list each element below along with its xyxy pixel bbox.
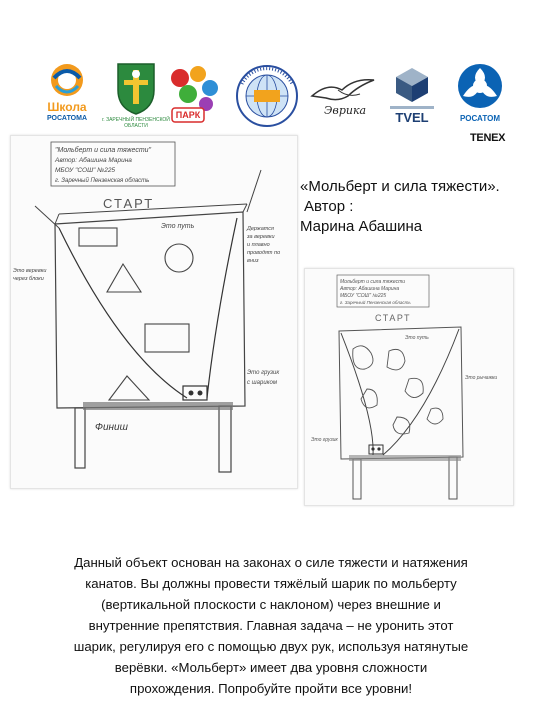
- shkola-label: Школа: [47, 100, 87, 114]
- sketch1-ball-note: с шариком: [247, 380, 277, 386]
- evrika-park-logo: [166, 64, 222, 126]
- description-line: прохождения. Попробуйте пройти все уровни!: [129, 681, 413, 696]
- tvel-logo: [384, 64, 440, 128]
- sketch1-rope-note: вниз: [247, 258, 259, 264]
- description-line: Данный объект основан на законах о силе тяжести и натяжения: [74, 555, 468, 570]
- tenex-label: TENEX: [470, 132, 506, 144]
- author-label: Автор :: [304, 198, 354, 215]
- shkola-rosatoma-logo: [38, 60, 96, 130]
- sketch1-rope-note: Держатся: [247, 226, 274, 232]
- title-block: [300, 177, 540, 237]
- rosatom-logo: [450, 60, 510, 132]
- sketch2-note: Это путь: [405, 335, 429, 341]
- description-line: (вертикальной плоскости с наклоном) через внешние и: [101, 597, 441, 612]
- sketch2-header-line: МБОУ "СОШ" №225: [340, 293, 387, 299]
- project-title: «Мольберт и сила тяжести».: [300, 178, 500, 195]
- sketch1-ball-note: Это грузик: [247, 370, 280, 376]
- zarechny-caption: г. ЗАРЕЧНЫЙ ПЕНЗЕНСКОЙ ОБЛАСТИ: [102, 117, 170, 129]
- description-line: канатов. Вы должны провести тяжёлый шарик по мольберту: [85, 576, 457, 591]
- sketch2-note: Это рычажки: [465, 375, 498, 381]
- sketch2-header-line: Мольберт и сила тяжести: [340, 279, 406, 285]
- description-paragraph: [26, 552, 516, 699]
- bird-icon: [308, 76, 378, 106]
- tenex-logo: [470, 132, 526, 148]
- logo-strip: [0, 50, 540, 144]
- easel-sketch-second: [304, 268, 514, 506]
- rosatoma-label: РОСАТОМА: [46, 115, 88, 122]
- description-line: внутренние препятствия. Главная задача – не уронить этот: [88, 618, 454, 633]
- sketch1-rope-note: и плавно: [247, 242, 270, 248]
- coat-of-arms-icon: [108, 60, 164, 116]
- sketch1-header-line: г. Заречный Пензенская область: [55, 178, 150, 184]
- sketch1-header-line: Автор: Абашина Марина: [55, 157, 132, 164]
- sketch2-start-label: СТАРТ: [375, 313, 411, 323]
- tvel-underline: [390, 106, 434, 109]
- sketch2-drawing: [305, 269, 513, 505]
- description-line: верёвки. «Мольберт» имеет два уровня сложности: [114, 660, 428, 675]
- sketch1-left-note: Это веревки: [13, 268, 47, 274]
- sketch-drawing: [11, 136, 297, 488]
- author-name: Марина Абашина: [300, 218, 423, 235]
- sketch1-rope-note: за веревки: [247, 234, 275, 240]
- tvel-cube-icon: [384, 64, 440, 104]
- sketch1-header-line: МБОУ "СОШ" №225: [55, 167, 116, 174]
- sketch2-header-line: Автор: Абашина Марина: [340, 286, 400, 292]
- rosatom-label: РОСАТОМ: [460, 114, 500, 123]
- evrika-label: Эврика: [324, 104, 367, 117]
- sketch1-finish-label: Финиш: [95, 422, 128, 433]
- sketch1-rope-note: проводят по: [247, 250, 281, 256]
- tvel-label: TVEL: [395, 110, 429, 125]
- globe-seal-icon: [234, 64, 300, 128]
- sketch2-header-line: г. Заречный Пензенская область: [340, 300, 411, 305]
- sketch1-path-note: Это путь: [161, 223, 195, 230]
- evrika-bird-logo: [308, 76, 378, 120]
- easel-sketch-main: [10, 135, 298, 489]
- circle-seal-logo: [234, 64, 300, 128]
- sketch1-start-label: СТАРТ: [103, 196, 155, 211]
- zarechny-emblem-logo: [102, 60, 170, 134]
- rosatom-icon: [450, 60, 510, 112]
- description-line: шарик, регулируя его с помощью двух рук, используя натянутые: [73, 639, 469, 654]
- sketch1-left-note: через блоки: [13, 276, 44, 282]
- sketch2-note: Это грузик: [311, 437, 338, 443]
- park-label: ПАРК: [175, 110, 201, 120]
- sketch1-header-line: "Мольберт и сила тяжести": [55, 147, 152, 154]
